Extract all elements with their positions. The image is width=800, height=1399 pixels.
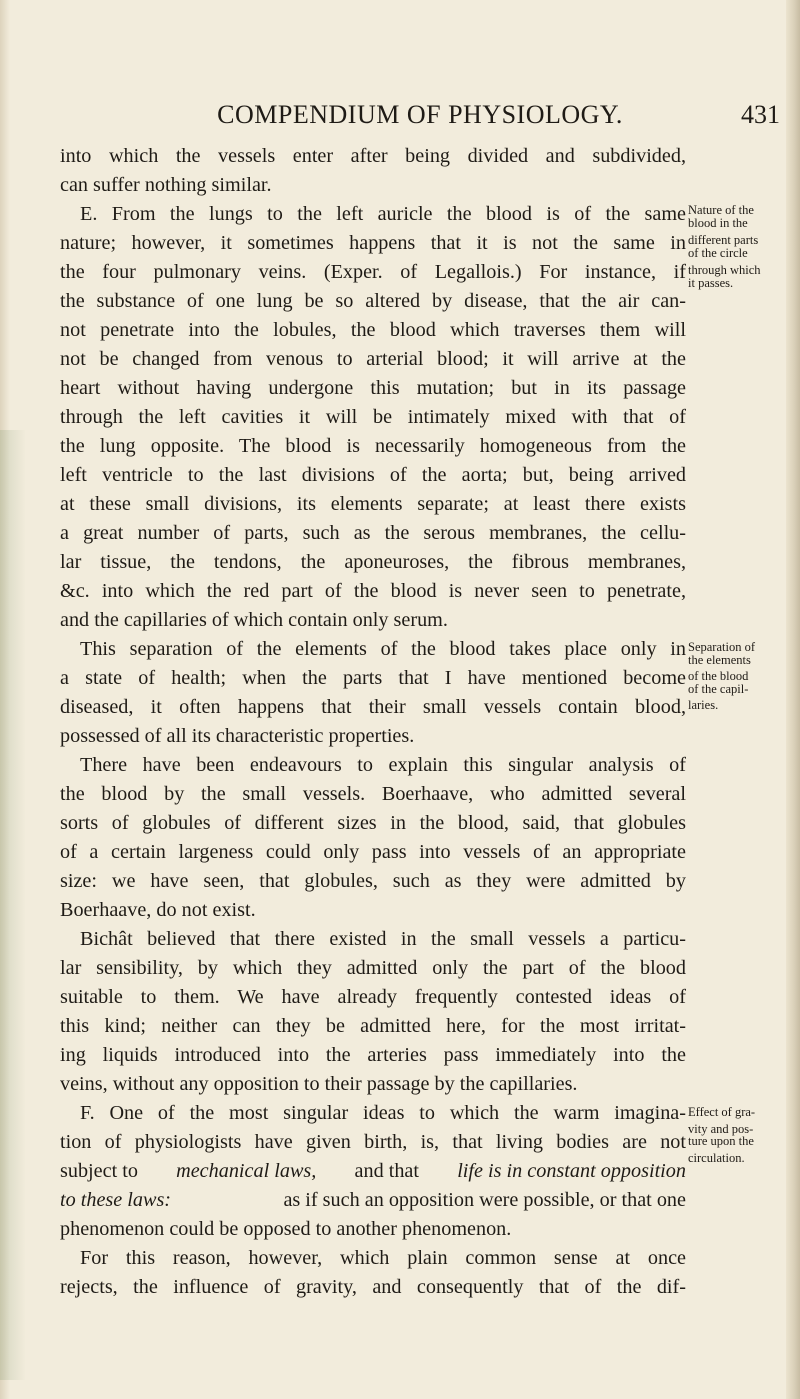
- text-line: [60, 1070, 780, 1099]
- line-text: into which the vessels enter after being divided and subdivided,: [60, 145, 686, 167]
- line-text: phenomenon could be opposed to another phenomenon.: [60, 1218, 512, 1240]
- text-line: [60, 345, 780, 374]
- line-text: a great number of parts, such as the serous membranes, the cellu-: [60, 522, 686, 544]
- margin-note-line: Nature of the: [688, 203, 754, 217]
- line-text: rejects, the influence of gravity, and consequently that of the dif-: [60, 1276, 686, 1298]
- line-text: For this reason, however, which plain common sense at once: [80, 1247, 686, 1269]
- text-line: [60, 954, 780, 983]
- text-line: [60, 983, 780, 1012]
- text-line: [60, 1186, 780, 1215]
- line-fragment: subject to: [60, 1160, 138, 1182]
- line-text: possessed of all its characteristic properties.: [60, 725, 415, 747]
- line-text: lar tissue, the tendons, the aponeuroses, the fibrous membranes,: [60, 551, 686, 573]
- text-line: [60, 925, 780, 954]
- line-text: This separation of the elements of the blood takes place only in: [80, 638, 686, 660]
- text-line: [60, 1215, 780, 1244]
- text-line: [60, 374, 780, 403]
- text-line: [60, 751, 780, 780]
- line-text: through the left cavities it will be intimately mixed with that of: [60, 406, 686, 428]
- text-line: [60, 461, 780, 490]
- text-line: [60, 432, 780, 461]
- line-text: the blood by the small vessels. Boerhaave, who admitted several: [60, 783, 686, 805]
- margin-note-line: Effect of gra-: [688, 1105, 756, 1119]
- margin-note-line: of the blood: [688, 669, 749, 683]
- text-line: [60, 809, 780, 838]
- line-text: [60, 1157, 686, 1186]
- text-line: [60, 1128, 780, 1157]
- text-line: [60, 490, 780, 519]
- margin-note-line: laries.: [688, 698, 719, 712]
- body-text: [60, 142, 780, 1302]
- line-text: [60, 1186, 686, 1215]
- margin-note-line: through which: [688, 263, 761, 277]
- line-text: tion of physiologists have given birth, is, that living bodies are not: [60, 1131, 686, 1153]
- text-line: [60, 722, 780, 751]
- text-line: [60, 171, 780, 200]
- line-text: not be changed from venous to arterial blood; it will arrive at the: [60, 348, 686, 370]
- line-fragment: as if such an opposition were possible, or that one: [283, 1189, 686, 1211]
- line-text: and the capillaries of which contain only serum.: [60, 609, 448, 631]
- text-line: [60, 1012, 780, 1041]
- text-line: [60, 1273, 780, 1302]
- line-text: nature; however, it sometimes happens that it is not the same in: [60, 232, 686, 254]
- page-number: 431: [741, 100, 780, 129]
- text-line: [60, 896, 780, 925]
- line-text: ing liquids introduced into the arteries pass immediately into the: [60, 1044, 686, 1066]
- margin-note-line: blood in the: [688, 215, 748, 230]
- text-line: [60, 316, 780, 345]
- page-stain: [0, 430, 26, 1380]
- text-line: [60, 693, 780, 722]
- text-line: [60, 606, 780, 635]
- text-line: [60, 142, 780, 171]
- line-fragment-italic: mechanical laws,: [176, 1160, 317, 1182]
- line-text: Bichât believed that there existed in the small vessels a particu-: [80, 928, 686, 950]
- text-line: [60, 287, 780, 316]
- line-text: sorts of globules of different sizes in the blood, said, that globules: [60, 812, 686, 834]
- line-text: heart without having undergone this mutation; but in its passage: [60, 377, 686, 399]
- line-text: at these small divisions, its elements separate; at least there exists: [60, 493, 686, 515]
- text-line: [60, 548, 780, 577]
- text-line: [60, 838, 780, 867]
- line-text: There have been endeavours to explain this singular analysis of: [80, 754, 686, 776]
- margin-note-line: it passes.: [688, 275, 734, 290]
- page-header: [60, 100, 780, 130]
- text-line: [60, 1157, 780, 1186]
- text-line: [60, 403, 780, 432]
- margin-note-line: vity and pos-: [688, 1121, 754, 1136]
- margin-note-line: different parts: [688, 233, 759, 247]
- line-text: of a certain largeness could only pass into vessels of an appropriate: [60, 841, 686, 863]
- text-line: [60, 780, 780, 809]
- line-text: diseased, it often happens that their small vessels contain blood,: [60, 696, 686, 718]
- running-head: COMPENDIUM OF PHYSIOLOGY.: [217, 100, 623, 129]
- margin-note-line: of the circle: [688, 245, 748, 260]
- text-line: [60, 664, 780, 693]
- line-fragment-italic: to these laws:: [60, 1189, 172, 1211]
- line-text: the substance of one lung be so altered by disease, that the air can-: [60, 290, 686, 312]
- line-text: suitable to them. We have already frequently contested ideas of: [60, 986, 686, 1008]
- margin-note-line: the elements: [688, 652, 751, 667]
- line-text: left ventricle to the last divisions of the aorta; but, being arrived: [60, 464, 686, 486]
- line-fragment: and that: [354, 1160, 419, 1182]
- line-text: veins, without any opposition to their passage by the capillaries.: [60, 1073, 578, 1095]
- line-text: not penetrate into the lobules, the blood which traverses them will: [60, 319, 686, 341]
- text-line: [60, 867, 780, 896]
- line-text: can suffer nothing similar.: [60, 174, 272, 196]
- line-fragment-italic: life is in constant opposition: [457, 1160, 686, 1182]
- line-text: &c. into which the red part of the blood is never seen to penetrate,: [60, 580, 686, 602]
- line-text: a state of health; when the parts that I have mentioned become: [60, 667, 686, 689]
- margin-note-line: of the capil-: [688, 681, 749, 696]
- line-text: E. From the lungs to the left auricle the blood is of the same: [80, 203, 686, 225]
- text-line: [60, 229, 780, 258]
- text-line: [60, 258, 780, 287]
- margin-note-line: Separation of: [688, 640, 755, 654]
- margin-note-line: circulation.: [688, 1150, 745, 1165]
- line-text: the four pulmonary veins. (Exper. of Legallois.) For instance, if: [60, 261, 686, 283]
- line-text: lar sensibility, by which they admitted only the part of the blood: [60, 957, 686, 979]
- line-text: this kind; neither can they be admitted here, for the most irritat-: [60, 1015, 686, 1037]
- line-text: the lung opposite. The blood is necessarily homogeneous from the: [60, 435, 686, 457]
- line-text: Boerhaave, do not exist.: [60, 899, 256, 921]
- line-text: size: we have seen, that globules, such as they were admitted by: [60, 870, 686, 892]
- text-line: [60, 519, 780, 548]
- page-right-edge: [786, 0, 800, 1399]
- text-line: [60, 577, 780, 606]
- line-text: F. One of the most singular ideas to which the warm imagina-: [80, 1102, 686, 1124]
- text-line: [60, 1244, 780, 1273]
- margin-note-line: ture upon the: [688, 1134, 754, 1148]
- text-line: [60, 1041, 780, 1070]
